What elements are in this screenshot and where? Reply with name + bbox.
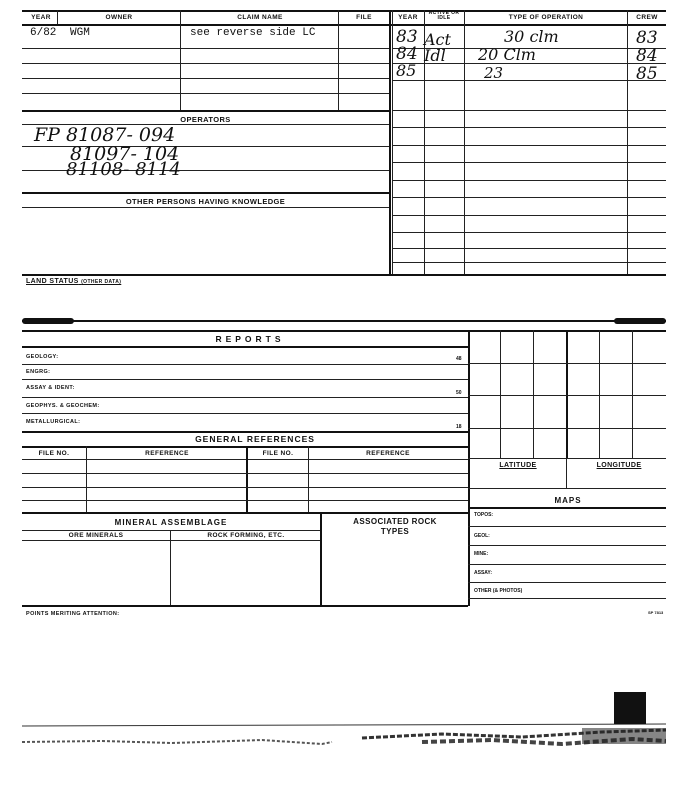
genref-reference-1: REFERENCE (145, 450, 189, 457)
latitude-label: LATITUDE (499, 462, 537, 469)
report-metallurgical-num: 18 (456, 424, 462, 430)
top-table (0, 0, 678, 280)
report-geology: GEOLOGY: (26, 354, 59, 360)
land-status-text: LAND STATUS (26, 278, 79, 285)
op-type-84: 20 Clm (478, 45, 536, 64)
reports-title: REPORTS (215, 334, 285, 344)
general-references-title: GENERAL REFERENCES (195, 434, 315, 444)
land-status-label (26, 278, 121, 285)
header-active-idle: ACTIVE OR IDLE (428, 10, 460, 21)
header-file: FILE (356, 14, 372, 21)
maps-topos: TOPOS: (474, 512, 494, 518)
maps-geol: GEOL: (474, 533, 490, 539)
op-crew-84: 84 (636, 46, 658, 66)
operator-2: 81097- 104 (70, 143, 180, 165)
op-crew-83: 83 (636, 28, 658, 48)
maps-mine: MINE: (474, 551, 489, 557)
associated-rock-types: ASSOCIATED ROCK TYPES (353, 517, 437, 536)
header-year: YEAR (31, 14, 51, 21)
report-engrg: ENGRG: (26, 369, 51, 375)
points-meriting-attention: POINTS MERITING ATTENTION: (26, 611, 120, 617)
op-year-84: 84 (396, 44, 418, 64)
divider-blob-right (614, 318, 666, 324)
report-assay-num: 50 (456, 390, 462, 396)
op-status-83: Act (424, 30, 451, 49)
section-divider (22, 320, 666, 322)
op-year-83: 83 (396, 27, 418, 47)
longitude-label: LONGITUDE (596, 462, 642, 469)
op-crew-85: 85 (636, 64, 658, 84)
operators-title: OPERATORS (180, 115, 231, 124)
ore-minerals-label: ORE MINERALS (68, 532, 124, 539)
report-geology-num: 48 (456, 356, 462, 362)
black-square-mark (614, 692, 646, 724)
op-year-85: 85 (396, 61, 417, 80)
other-persons-title: OTHER PERSONS HAVING KNOWLEDGE (125, 197, 286, 206)
header-claim-name: CLAIM NAME (237, 14, 283, 21)
header-owner: OWNER (105, 14, 133, 21)
report-metallurgical: METALLURGICAL: (26, 419, 81, 425)
header-year-right: YEAR (398, 14, 418, 21)
scan-noise-svg (22, 722, 666, 750)
scan-noise-band (22, 722, 666, 750)
op-type-83: 30 clm (504, 27, 559, 46)
genref-file-no-2: FILE NO. (262, 450, 294, 457)
rock-forming-label: ROCK FORMING, ETC. (207, 532, 285, 539)
form-number: SP 7813 (648, 610, 664, 615)
maps-assay: ASSAY: (474, 570, 493, 576)
genref-reference-2: REFERENCE (366, 450, 410, 457)
report-geophys: GEOPHYS. & GEOCHEM: (26, 403, 100, 409)
row1-year: 6/82 (30, 27, 57, 39)
land-status-sub: (OTHER DATA) (81, 279, 122, 285)
genref-file-no-1: FILE NO. (38, 450, 70, 457)
maps-other: OTHER (& PHOTOS) (474, 588, 523, 594)
row1-owner: WGM (70, 27, 90, 39)
report-assay: ASSAY & IDENT: (26, 385, 75, 391)
maps-title: MAPS (554, 496, 582, 505)
operator-1: FP 81087- 094 (34, 124, 176, 146)
header-crew: CREW (636, 14, 658, 21)
op-status-84: Idl (424, 46, 446, 65)
operator-3: 81108- 8114 (66, 159, 181, 180)
mineral-assemblage-title: MINERAL ASSEMBLAGE (114, 518, 228, 527)
header-type-operation: TYPE OF OPERATION (508, 14, 584, 21)
divider-blob-left (22, 318, 74, 324)
op-type-85: 23 (484, 64, 504, 82)
row1-claim-name: see reverse side LC (190, 27, 316, 39)
